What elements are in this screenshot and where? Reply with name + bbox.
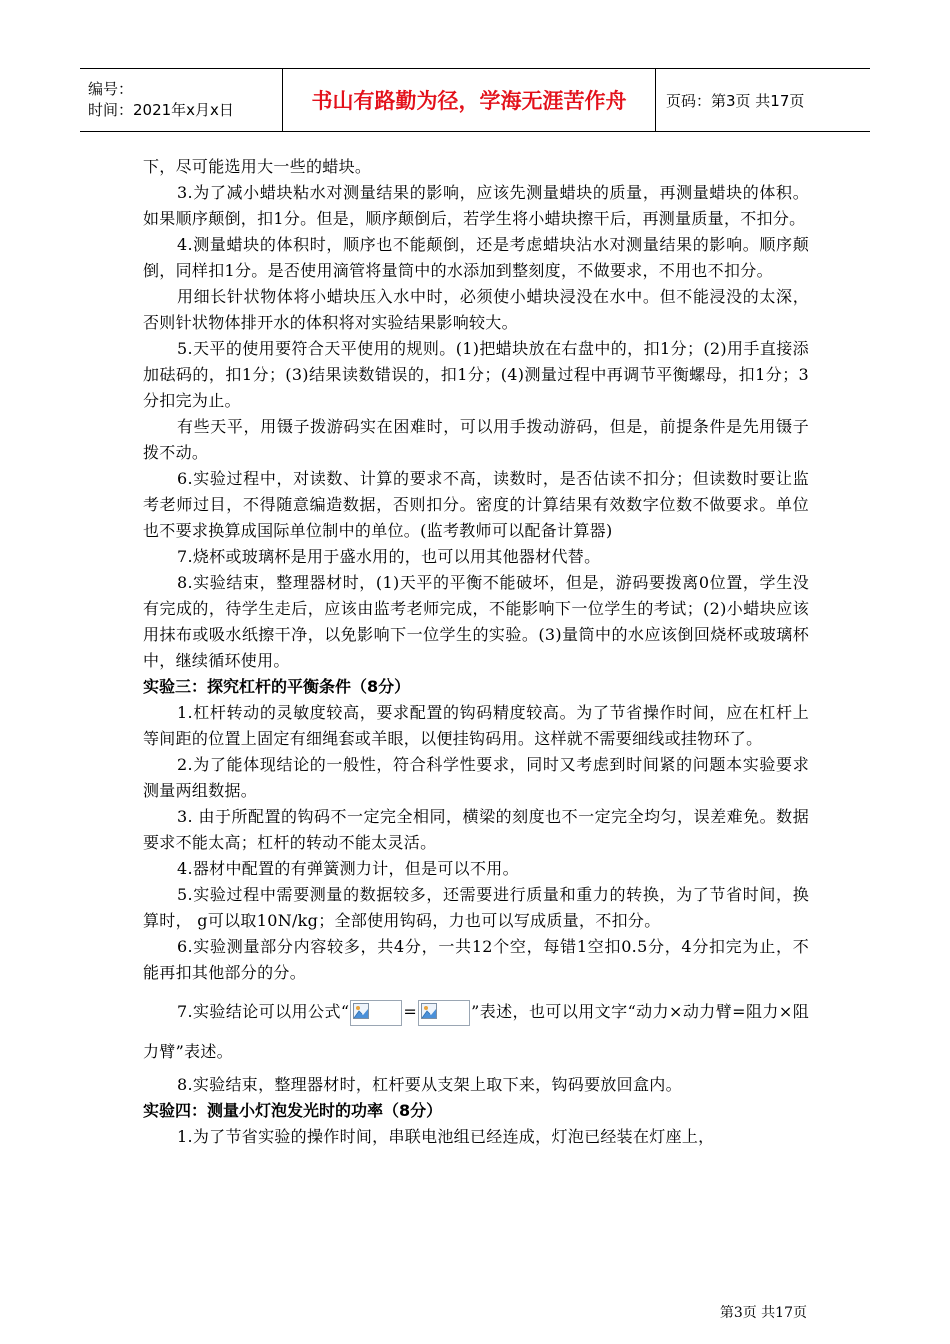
paragraph: 4.器材中配置的有弹簧测力计，但是可以不用。 xyxy=(177,859,519,878)
broken-image-icon xyxy=(350,1000,402,1026)
page-footer: 第3页 共17页 xyxy=(719,1305,807,1321)
section-heading-experiment-3: 实验三：探究杠杆的平衡条件（8分） xyxy=(143,677,411,696)
formula-text-before: 7.实验结论可以用公式“ xyxy=(177,1002,350,1021)
page-header xyxy=(80,68,870,132)
paragraph: 3.为了减小蜡块粘水对测量结果的影响，应该先测量蜡块的质量，再测量蜡块的体积。如果顺序颠倒，扣1分。但是，顺序颠倒后，若学生将小蜡块擦干后，再测量质量，不扣分。 xyxy=(143,183,809,228)
paragraph: 8.实验结束，整理器材时，杠杆要从支架上取下来，钩码要放回盒内。 xyxy=(177,1075,682,1094)
paragraph: 用细长针状物体将小蜡块压入水中时，必须使小蜡块浸没在水中。但不能浸没的太深，否则针状物体排开水的体积将对实验结果影响较大。 xyxy=(143,287,809,332)
paragraph: 5.天平的使用要符合天平使用的规则。(1)把蜡块放在右盘中的，扣1分；(2)用手直接添加砝码的，扣1分；(3)结果读数错误的，扣1分；(4)测量过程中再调节平衡螺母，扣1分；3分扣完为止。 xyxy=(143,339,809,410)
broken-image-icon xyxy=(418,1000,470,1026)
paragraph: 下，尽可能选用大一些的蜡块。 xyxy=(143,157,372,176)
paragraph: 2.为了能体现结论的一般性，符合科学性要求，同时又考虑到时间紧的问题本实验要求测量两组数据。 xyxy=(143,755,809,800)
document-body xyxy=(143,154,809,1150)
paragraph: 4.测量蜡块的体积时，顺序也不能颠倒，还是考虑蜡块沾水对测量结果的影响。顺序颠倒，同样扣1分。是否使用滴管将量筒中的水添加到整刻度，不做要求，不用也不扣分。 xyxy=(143,235,809,280)
header-meta xyxy=(80,69,283,131)
section-heading-experiment-4: 实验四：测量小灯泡发光时的功率（8分） xyxy=(143,1101,443,1120)
paragraph: 1.为了节省实验的操作时间，串联电池组已经连成，灯泡已经装在灯座上， xyxy=(177,1127,715,1146)
header-motto: 书山有路勤为径，学海无涯苦作舟 xyxy=(283,69,656,131)
paragraph: 8.实验结束，整理器材时，(1)天平的平衡不能破坏，但是，游码要拨离0位置，学生没有完成的，待学生走后，应该由监考老师完成，不能影响下一位学生的考试；(2)小蜡块应该用抹布或吸水纸擦干净，以免影响下一位学生的实验。(3)量筒中的水应该倒回烧杯或玻璃杯中，继续循环使用。 xyxy=(143,573,809,670)
paragraph: 6.实验测量部分内容较多，共4分，一共12个空，每错1空扣0.5分，4分扣完为止，不能再扣其他部分的分。 xyxy=(143,937,809,982)
formula-equals: = xyxy=(403,1002,418,1021)
number-label: 编号： xyxy=(88,80,134,98)
paragraph: 7.烧杯或玻璃杯是用于盛水用的，也可以用其他器材代替。 xyxy=(177,547,601,566)
paragraph: 有些天平，用镊子拨游码实在困难时，可以用手拨动游码，但是，前提条件是先用镊子拨不动。 xyxy=(143,417,809,462)
paragraph: 1.杠杆转动的灵敏度较高，要求配置的钩码精度较高。为了节省操作时间，应在杠杆上等间距的位置上固定有细绳套或羊眼，以便挂钩码用。这样就不需要细线或挂物环了。 xyxy=(143,703,809,748)
header-page-info: 页码：第3页 共17页 xyxy=(666,91,805,110)
paragraph: 3. 由于所配置的钩码不一定完全相同，横梁的刻度也不一定完全均匀，误差难免。数据要求不能太高；杠杆的转动不能太灵活。 xyxy=(143,807,809,852)
formula-paragraph xyxy=(143,992,809,1072)
paragraph: 6.实验过程中，对读数、计算的要求不高，读数时，是否估读不扣分；但读数时要让监考老师过目，不得随意编造数据，否则扣分。密度的计算结果有效数字位数不做要求。单位也不要求换算成国际单位制中的单位。(监考教师可以配备计算器) xyxy=(143,469,809,540)
date-label: 时间：2021年x月x日 xyxy=(88,101,234,119)
paragraph: 5.实验过程中需要测量的数据较多，还需要进行质量和重力的转换，为了节省时间，换算时， g可以取10N/kg；全部使用钩码，力也可以写成质量，不扣分。 xyxy=(143,885,809,930)
formula-text-after: ”表述，也可以用文字“动力×动力臂=阻力×阻力臂”表述。 xyxy=(143,1002,809,1061)
